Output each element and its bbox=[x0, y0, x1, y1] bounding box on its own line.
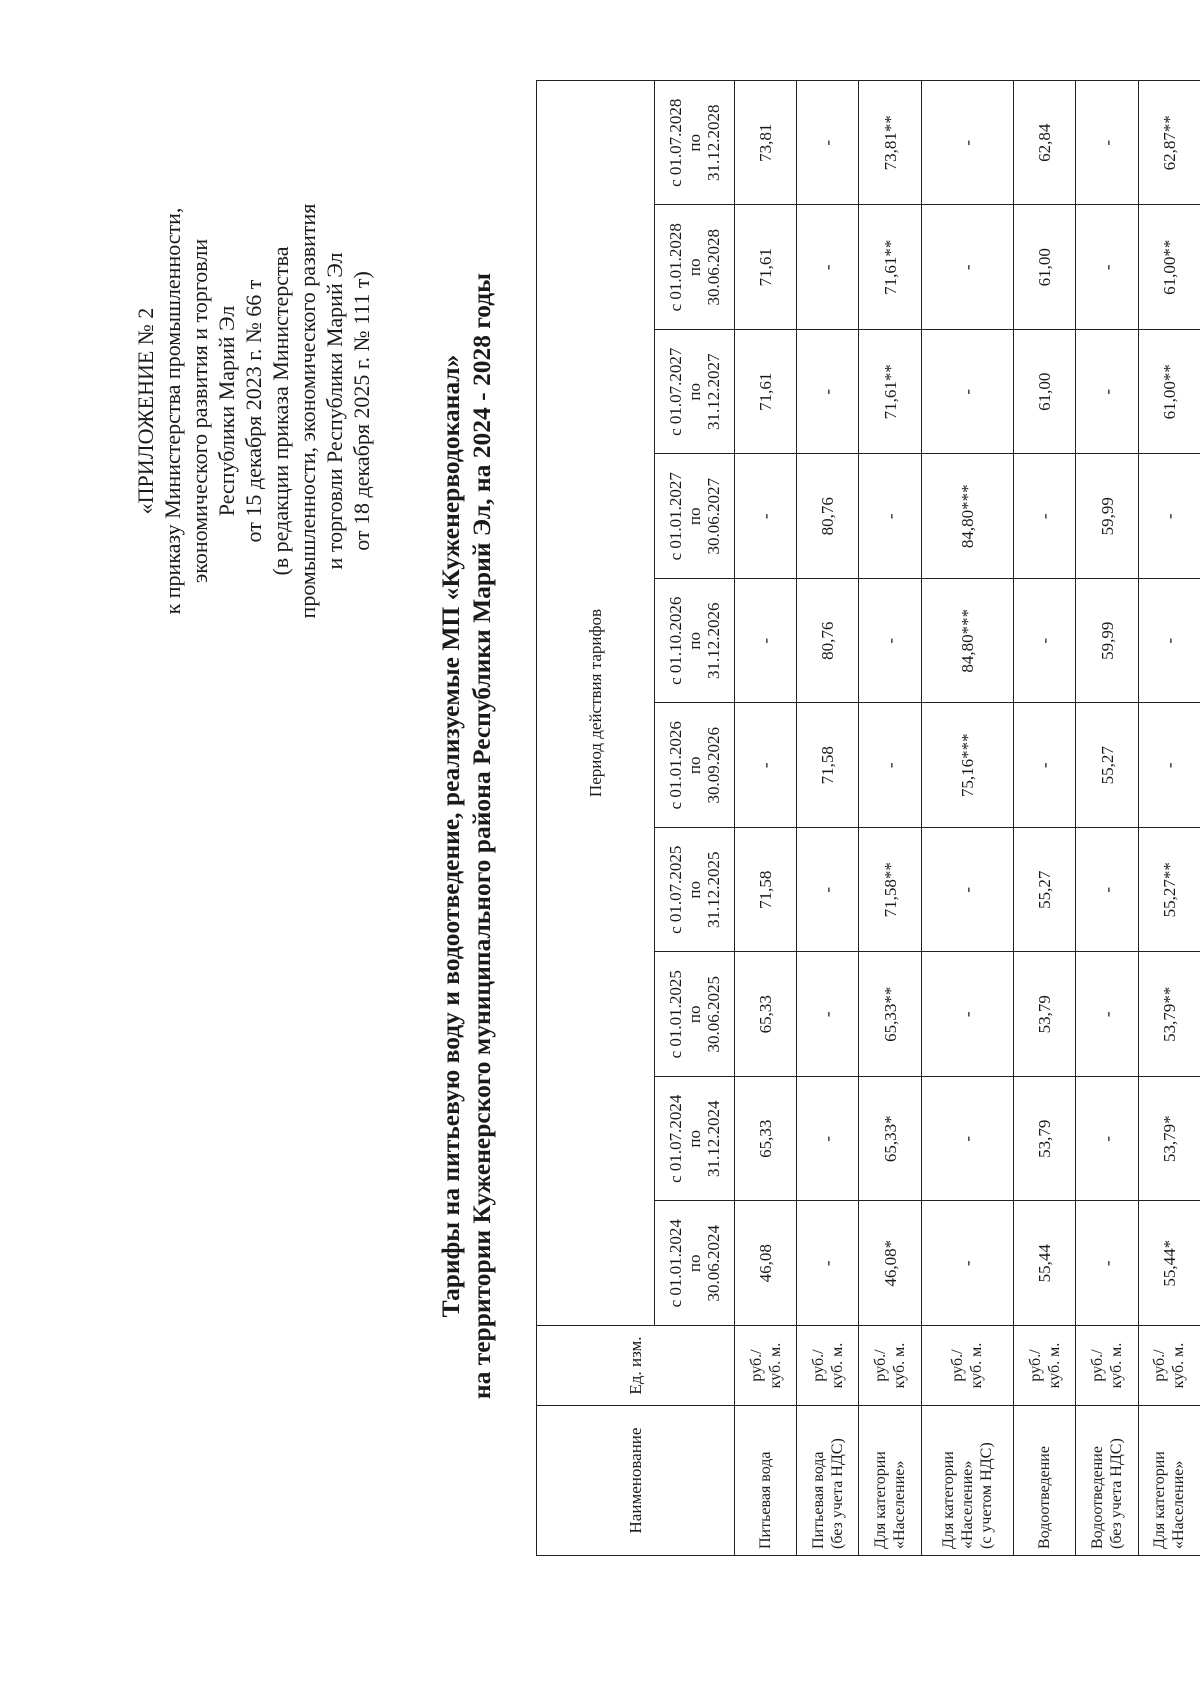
document-title bbox=[435, 136, 497, 1536]
appendix-line: «ПРИЛОЖЕНИЕ № 2 bbox=[133, 307, 158, 515]
period-to: 30.06.2025 bbox=[704, 976, 723, 1053]
tariff-value: 71,61 bbox=[735, 205, 797, 330]
tariff-value: - bbox=[797, 81, 859, 206]
tariff-value: 71,58 bbox=[735, 828, 797, 953]
tariff-value: - bbox=[735, 579, 797, 704]
row-unit-line: руб./ bbox=[1026, 1349, 1044, 1382]
appendix-line: экономического развития и торговли bbox=[187, 238, 212, 584]
period-header-9 bbox=[655, 205, 735, 330]
period-to: 31.12.2026 bbox=[704, 602, 723, 679]
tariff-value: - bbox=[1076, 952, 1138, 1077]
tariff-value: - bbox=[1076, 205, 1138, 330]
period-header-3 bbox=[655, 952, 735, 1077]
row-name bbox=[797, 1406, 859, 1556]
period-from: с 01.01.2027 bbox=[666, 472, 685, 561]
period-po: по bbox=[685, 631, 704, 650]
period-to: 30.06.2027 bbox=[704, 478, 723, 555]
period-po: по bbox=[685, 1254, 704, 1273]
tariff-value: - bbox=[1076, 81, 1138, 206]
period-from: с 01.07.2025 bbox=[666, 845, 685, 934]
tariff-value: - bbox=[797, 330, 859, 455]
period-from: с 01.10.2026 bbox=[666, 596, 685, 685]
row-name-line: Для категории bbox=[939, 1451, 957, 1549]
period-header-7 bbox=[655, 454, 735, 579]
tariff-value: - bbox=[1138, 703, 1200, 828]
period-from: с 01.07.2027 bbox=[666, 347, 685, 436]
table-row bbox=[1076, 81, 1138, 1556]
table-row bbox=[921, 81, 1014, 1556]
row-unit-line: куб. м. bbox=[766, 1342, 784, 1389]
tariff-value: 73,81** bbox=[859, 81, 921, 206]
tariff-value: - bbox=[735, 454, 797, 579]
tariff-value: 61,00 bbox=[1014, 330, 1076, 455]
period-to: 30.06.2028 bbox=[704, 229, 723, 306]
row-unit-line: куб. м. bbox=[1108, 1342, 1126, 1389]
row-unit-line: руб./ bbox=[1089, 1349, 1107, 1382]
tariff-value: 84,80*** bbox=[921, 579, 1014, 704]
tariff-value: 71,58** bbox=[859, 828, 921, 953]
period-to: 31.12.2024 bbox=[704, 1100, 723, 1177]
row-unit-line: куб. м. bbox=[891, 1342, 909, 1389]
header-unit: Ед. изм. bbox=[537, 1326, 735, 1406]
row-name bbox=[921, 1406, 1014, 1556]
appendix-line: от 18 декабря 2025 г. № 111 т) bbox=[349, 271, 374, 551]
tariff-value: - bbox=[1014, 454, 1076, 579]
header-period: Период действия тарифов bbox=[537, 81, 655, 1326]
row-unit-line: руб./ bbox=[747, 1349, 765, 1382]
tariff-value: 62,87** bbox=[1138, 81, 1200, 206]
period-po: по bbox=[685, 507, 704, 526]
tariff-value: 59,99 bbox=[1076, 579, 1138, 704]
row-name bbox=[735, 1406, 797, 1556]
tariff-value: 65,33 bbox=[735, 1077, 797, 1202]
tariff-value: 61,00** bbox=[1138, 330, 1200, 455]
row-name-line: «Население» bbox=[1170, 1460, 1188, 1549]
tariff-value: - bbox=[797, 1201, 859, 1326]
tariff-value: - bbox=[797, 1077, 859, 1202]
appendix-line: к приказу Министерства промышленности, bbox=[160, 207, 185, 615]
period-header-5 bbox=[655, 703, 735, 828]
row-name-line: Водоотведение bbox=[1036, 1446, 1054, 1549]
period-from: с 01.01.2028 bbox=[666, 223, 685, 312]
tariff-value: - bbox=[859, 703, 921, 828]
row-name bbox=[1014, 1406, 1076, 1556]
tariff-value: 55,44 bbox=[1014, 1201, 1076, 1326]
table-header-row bbox=[537, 81, 655, 1556]
tariff-value: 62,84 bbox=[1014, 81, 1076, 206]
tariff-value: - bbox=[1076, 1077, 1138, 1202]
tariff-value: 55,27 bbox=[1014, 828, 1076, 953]
tariff-value: - bbox=[1076, 828, 1138, 953]
row-name-line: Для категории bbox=[1151, 1451, 1169, 1549]
period-po: по bbox=[685, 382, 704, 401]
period-from: с 01.07.2028 bbox=[666, 98, 685, 187]
tariff-value: - bbox=[921, 81, 1014, 206]
period-header-1 bbox=[655, 1201, 735, 1326]
table-body bbox=[735, 81, 1200, 1556]
row-unit-line: куб. м. bbox=[828, 1342, 846, 1389]
row-name-line: Водоотведение bbox=[1089, 1446, 1107, 1549]
tariff-value: 55,44* bbox=[1138, 1201, 1200, 1326]
tariff-value: 53,79 bbox=[1014, 952, 1076, 1077]
tariff-value: - bbox=[921, 205, 1014, 330]
period-po: по bbox=[685, 258, 704, 277]
tariff-value: - bbox=[1076, 330, 1138, 455]
tariff-value: 61,00** bbox=[1138, 205, 1200, 330]
period-header-8 bbox=[655, 330, 735, 455]
tariff-value: 53,79* bbox=[1138, 1077, 1200, 1202]
period-to: 31.12.2027 bbox=[704, 353, 723, 430]
row-unit-line: куб. м. bbox=[968, 1342, 986, 1389]
period-to: 30.06.2024 bbox=[704, 1225, 723, 1302]
title-line-2: на территории Куженерского муниципального района Республики Марий Эл, на 2024 - 2028 годы bbox=[467, 272, 496, 1400]
row-unit bbox=[1014, 1326, 1076, 1406]
tariff-value: 71,61 bbox=[735, 330, 797, 455]
table-row bbox=[1014, 81, 1076, 1556]
period-po: по bbox=[685, 1005, 704, 1024]
row-unit-line: руб./ bbox=[809, 1349, 827, 1382]
period-to: 31.12.2028 bbox=[704, 104, 723, 181]
period-po: по bbox=[685, 880, 704, 899]
table-row bbox=[735, 81, 797, 1556]
tariff-value: 65,33 bbox=[735, 952, 797, 1077]
tariff-value: 71,61** bbox=[859, 330, 921, 455]
row-name-line: «Население» bbox=[891, 1460, 909, 1549]
row-unit bbox=[797, 1326, 859, 1406]
tariff-value: 53,79** bbox=[1138, 952, 1200, 1077]
tariff-value: 61,00 bbox=[1014, 205, 1076, 330]
tariff-value: - bbox=[1014, 703, 1076, 828]
row-name-line: «Население» bbox=[958, 1460, 976, 1549]
tariff-value: - bbox=[735, 703, 797, 828]
appendix-line: Республики Марий Эл bbox=[214, 305, 239, 517]
tariff-value: 59,99 bbox=[1076, 454, 1138, 579]
tariff-value: - bbox=[1076, 1201, 1138, 1326]
row-name bbox=[1138, 1406, 1200, 1556]
tariff-value: 46,08 bbox=[735, 1201, 797, 1326]
period-header-10 bbox=[655, 81, 735, 206]
period-po: по bbox=[685, 1129, 704, 1148]
tariff-value: 46,08* bbox=[859, 1201, 921, 1326]
period-from: с 01.01.2024 bbox=[666, 1219, 685, 1308]
table-row bbox=[797, 81, 859, 1556]
period-header-4 bbox=[655, 828, 735, 953]
row-name bbox=[859, 1406, 921, 1556]
tariff-value: - bbox=[797, 828, 859, 953]
row-unit bbox=[1076, 1326, 1138, 1406]
tariff-value: 73,81 bbox=[735, 81, 797, 206]
title-line-1: Тарифы на питьевую воду и водоотведение, реализуемые МП «Куженерводоканал» bbox=[436, 354, 465, 1318]
tariff-value: - bbox=[1138, 454, 1200, 579]
tariff-value: - bbox=[921, 952, 1014, 1077]
row-name-line: (без учета НДС) bbox=[1108, 1438, 1126, 1549]
row-name bbox=[1076, 1406, 1138, 1556]
appendix-line: и торговли Республики Марий Эл bbox=[322, 252, 347, 570]
table-row bbox=[859, 81, 921, 1556]
tariff-value: 55,27 bbox=[1076, 703, 1138, 828]
tariff-value: - bbox=[921, 828, 1014, 953]
appendix-line: (в редакции приказа Министерства bbox=[268, 246, 293, 576]
row-unit bbox=[921, 1326, 1014, 1406]
tariff-value: - bbox=[921, 330, 1014, 455]
row-name-line: Питьевая вода bbox=[809, 1451, 827, 1549]
period-header-6 bbox=[655, 579, 735, 704]
tariff-value: 84,80*** bbox=[921, 454, 1014, 579]
tariff-value: - bbox=[859, 579, 921, 704]
period-po: по bbox=[685, 133, 704, 152]
tariff-value: 80,76 bbox=[797, 579, 859, 704]
period-from: с 01.01.2026 bbox=[666, 721, 685, 810]
tariff-value: 65,33** bbox=[859, 952, 921, 1077]
tariff-value: - bbox=[797, 952, 859, 1077]
tariff-value: 75,16*** bbox=[921, 703, 1014, 828]
tariff-value: - bbox=[797, 205, 859, 330]
tariff-value: - bbox=[921, 1201, 1014, 1326]
tariff-value: - bbox=[1138, 579, 1200, 704]
period-header-2 bbox=[655, 1077, 735, 1202]
row-name-line: Для категории bbox=[872, 1451, 890, 1549]
period-to: 31.12.2025 bbox=[704, 851, 723, 928]
header-name: Наименование bbox=[537, 1406, 735, 1556]
row-name-line: (без учета НДС) bbox=[828, 1438, 846, 1549]
appendix-line: промышленности, экономического развития bbox=[295, 203, 320, 619]
table-row bbox=[1138, 81, 1200, 1556]
row-unit bbox=[735, 1326, 797, 1406]
row-unit-line: руб./ bbox=[1151, 1349, 1169, 1382]
row-unit-line: руб./ bbox=[949, 1349, 967, 1382]
appendix-line: от 15 декабря 2023 г. № 66 т bbox=[241, 279, 266, 543]
row-unit-line: куб. м. bbox=[1170, 1342, 1188, 1389]
row-unit-line: руб./ bbox=[872, 1349, 890, 1382]
tariff-value: 71,61** bbox=[859, 205, 921, 330]
period-po: по bbox=[685, 756, 704, 775]
tariff-value: 55,27** bbox=[1138, 828, 1200, 953]
appendix-header bbox=[132, 196, 375, 626]
tariff-value: 53,79 bbox=[1014, 1077, 1076, 1202]
row-unit bbox=[859, 1326, 921, 1406]
row-unit bbox=[1138, 1326, 1200, 1406]
row-name-line: (с учетом НДС) bbox=[977, 1442, 995, 1549]
tariff-value: - bbox=[859, 454, 921, 579]
period-from: с 01.07.2024 bbox=[666, 1094, 685, 1183]
tariff-value: - bbox=[1014, 579, 1076, 704]
tariff-value: 71,58 bbox=[797, 703, 859, 828]
row-unit-line: куб. м. bbox=[1045, 1342, 1063, 1389]
tariff-value: 65,33* bbox=[859, 1077, 921, 1202]
tariff-table bbox=[536, 80, 1200, 1556]
tariff-value: 80,76 bbox=[797, 454, 859, 579]
period-from: с 01.01.2025 bbox=[666, 970, 685, 1059]
row-name-line: Питьевая вода bbox=[757, 1451, 775, 1549]
period-to: 30.09.2026 bbox=[704, 727, 723, 804]
tariff-value: - bbox=[921, 1077, 1014, 1202]
